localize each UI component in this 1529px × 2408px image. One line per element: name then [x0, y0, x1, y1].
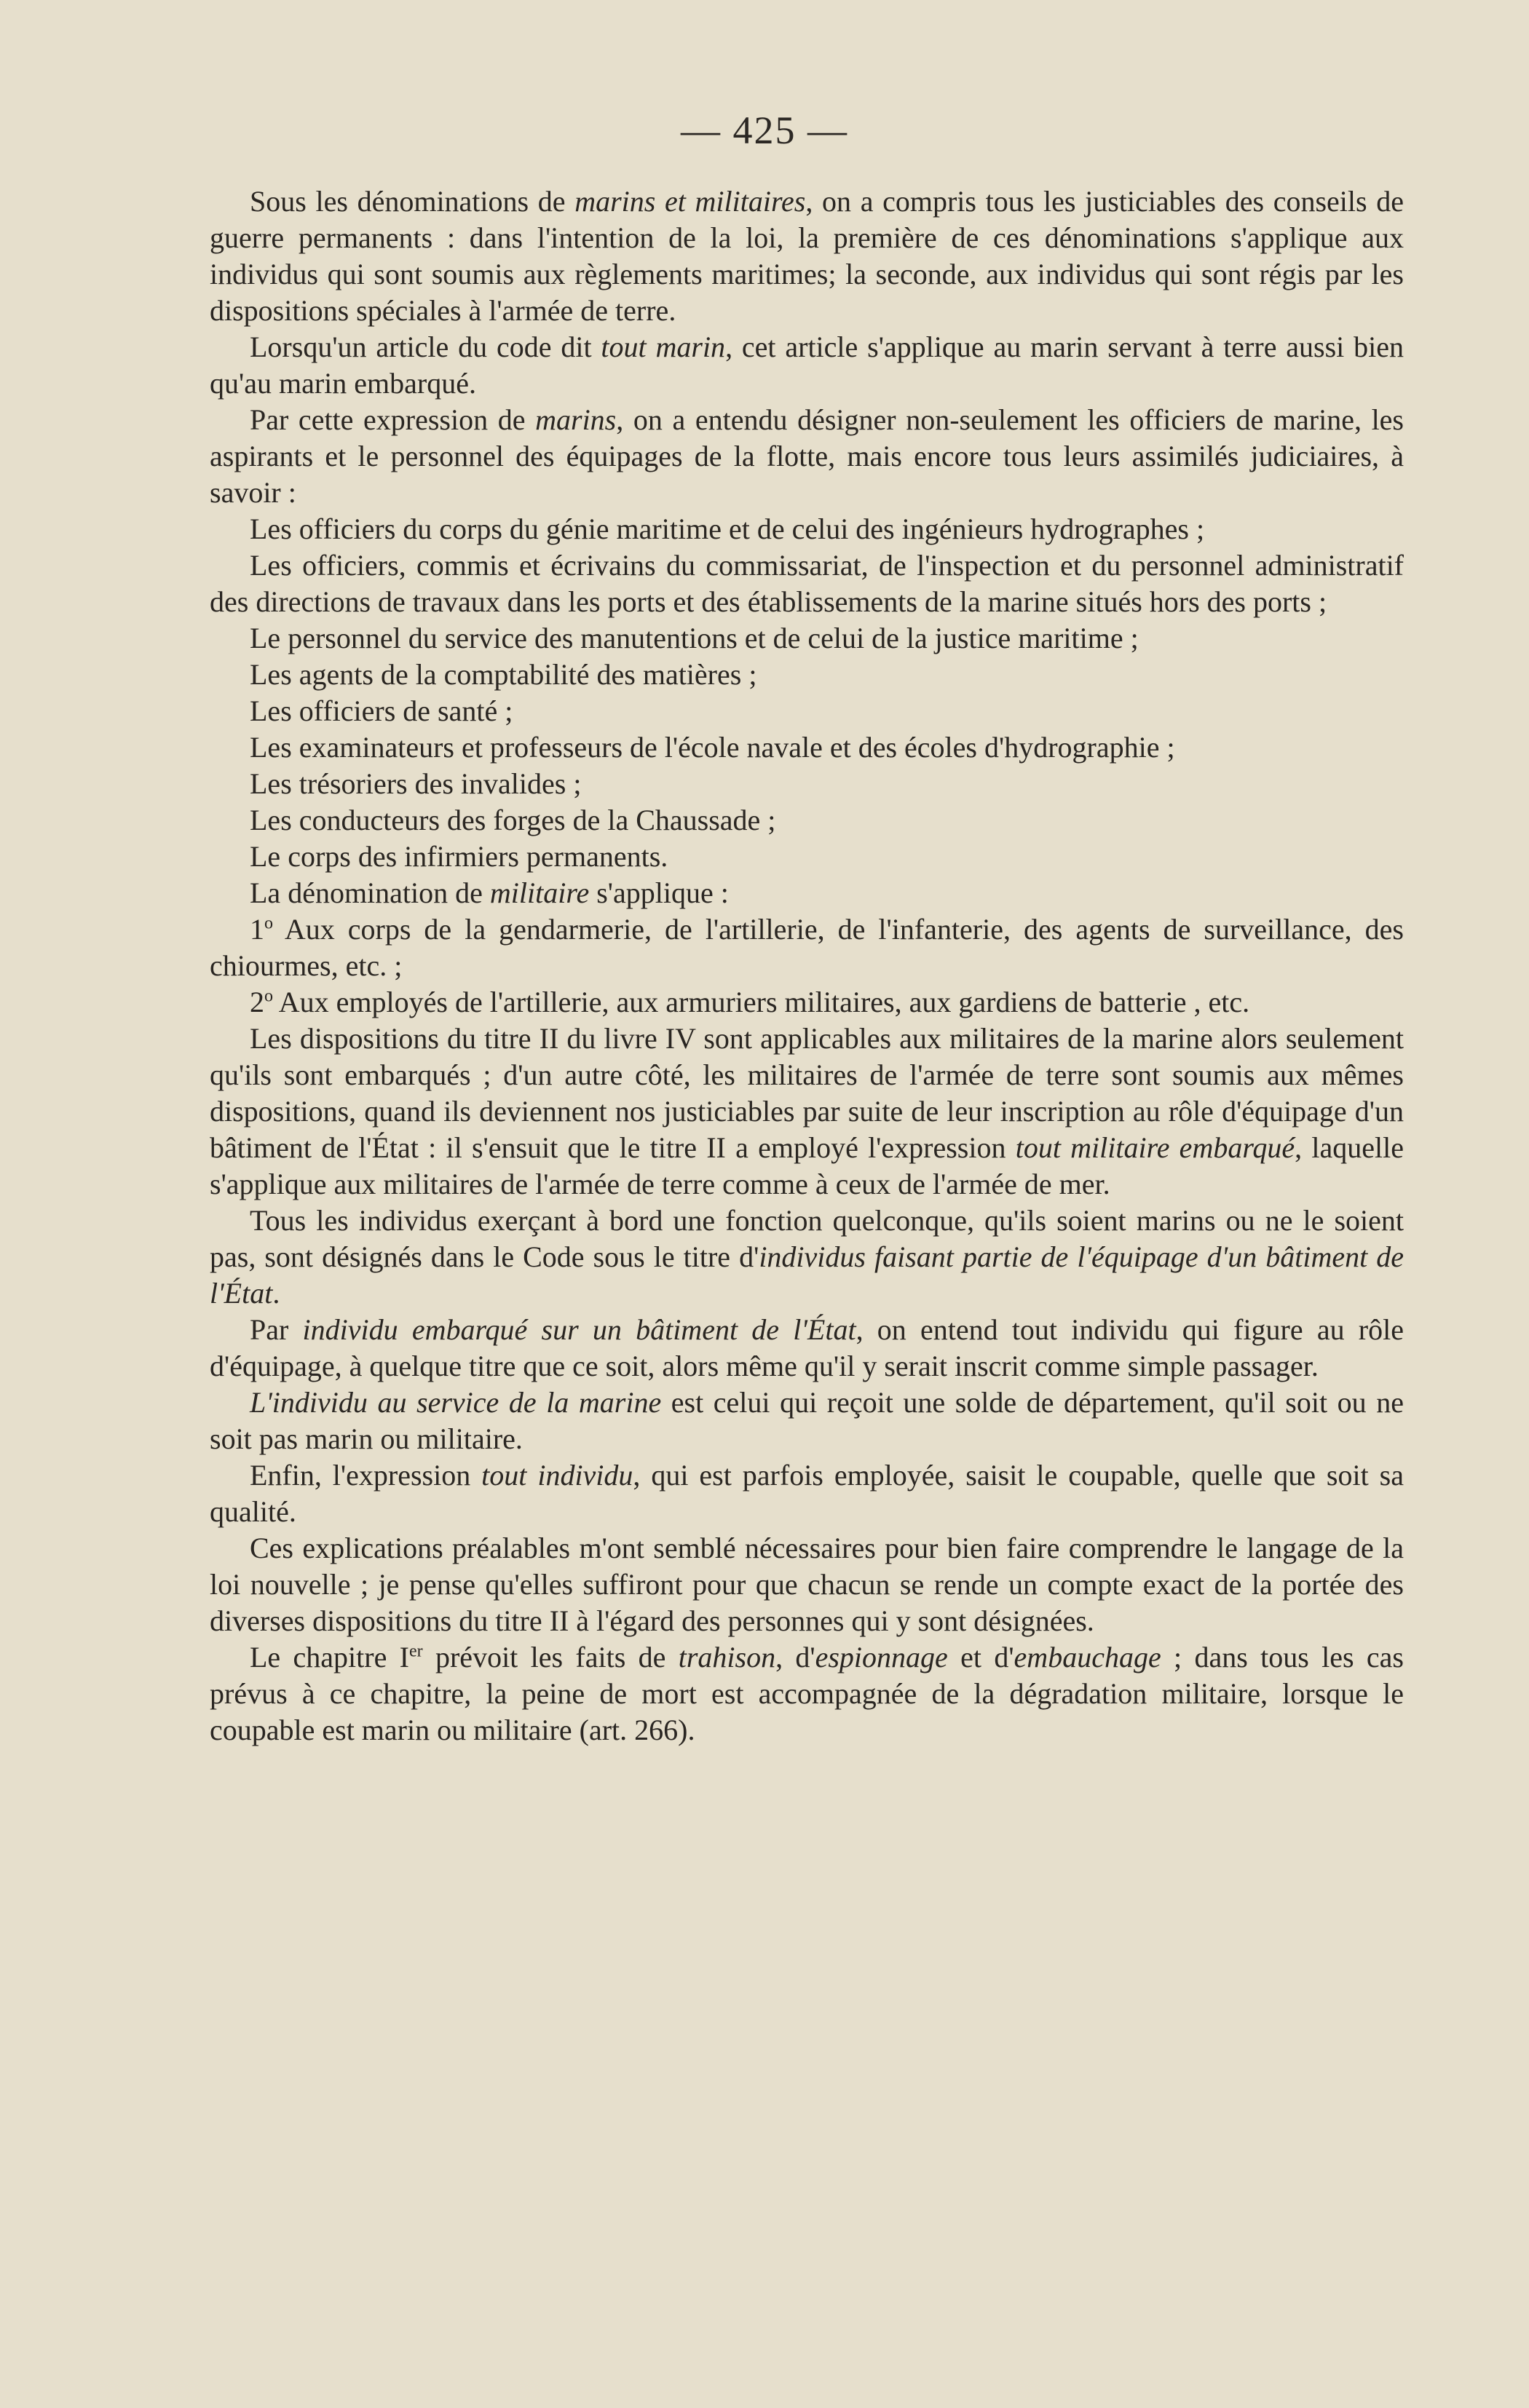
text-run: Les officiers de santé ; — [250, 694, 513, 727]
italic-run: tout marin — [601, 330, 726, 363]
text-run: Les dispositions du titre II du livre IV sont applicables aux militaires de la marine alors seulement qu'ils sont embarqués ; d'un autre côté, les militaires de l'armée de terre sont soumis aux mêmes dispositions, quand ils deviennent nos justiciables par suite de leur inscription au rôle d'équipage d'un bâtiment de l'État : il s'ensuit que le titre II a employé l'expression — [210, 1022, 1404, 1164]
superscript: o — [264, 986, 273, 1006]
superscript: er — [409, 1641, 423, 1661]
paragraph-p18 — [210, 1312, 1404, 1385]
text-run: , d' — [775, 1641, 815, 1674]
paragraph-p1 — [210, 183, 1404, 329]
italic-run: individus faisant partie de l'équipage d'un bâtiment de l'État — [210, 1240, 1404, 1310]
paragraph-p19 — [210, 1385, 1404, 1457]
paragraph-p17 — [210, 1203, 1404, 1312]
paragraph-p22 — [210, 1639, 1404, 1748]
text-run: Sous les dénominations de — [250, 185, 575, 218]
text-run: Les examinateurs et professeurs de l'école navale et des écoles d'hydrographie ; — [250, 731, 1175, 764]
text-run: Le corps des infirmiers permanents. — [250, 840, 668, 873]
paragraph-p5 — [210, 547, 1404, 620]
text-run: Les officiers, commis et écrivains du commissariat, de l'inspection et du personnel administratif des directions de travaux dans les ports et des établissements de la marine situés hors des ports ; — [210, 549, 1404, 618]
paragraph-p12 — [210, 839, 1404, 875]
body-text — [210, 183, 1404, 1748]
text-run: Aux corps de la gendarmerie, de l'artillerie, de l'infanterie, des agents de surveillance, des chiourmes, etc. ; — [210, 913, 1404, 982]
text-run: , on a entendu désigner non-seulement les officiers de marine, les aspirants et le personnel des équipages de la flotte, mais encore tous leurs assimilés judiciaires, à savoir : — [210, 403, 1404, 509]
superscript: o — [264, 914, 273, 933]
text-run: prévoit les faits de — [422, 1641, 679, 1674]
paragraph-p13 — [210, 875, 1404, 911]
text-run: La dénomination de — [250, 876, 490, 909]
italic-run: individu embarqué sur un bâtiment de l'État — [302, 1313, 856, 1346]
text-run: Aux employés de l'artillerie, aux armuriers militaires, aux gardiens de batterie , etc. — [273, 986, 1250, 1018]
text-run: . — [272, 1277, 280, 1310]
italic-run: marins — [535, 403, 617, 436]
paragraph-p8 — [210, 693, 1404, 729]
text-run: Lorsqu'un article du code dit — [250, 330, 601, 363]
text-run: , on a compris tous les justiciables des conseils de guerre permanents : dans l'intention de la loi, la première de ces dénominations s'applique aux individus qui sont soumis aux règlements maritimes; la seconde, aux individus qui sont régis par les dispositions spéciales à l'armée de terre. — [210, 185, 1404, 327]
italic-run: trahison — [678, 1641, 776, 1674]
paragraph-p16 — [210, 1021, 1404, 1203]
text-run: Les officiers du corps du génie maritime et de celui des ingénieurs hydrographes ; — [250, 512, 1205, 545]
text-run: 2 — [250, 986, 264, 1018]
text-run: Par cette expression de — [250, 403, 536, 436]
italic-run: tout militaire embarqué — [1015, 1131, 1295, 1164]
paragraph-p6 — [210, 620, 1404, 657]
text-run: , laquelle s'applique aux militaires de l'armée de terre comme à ceux de l'armée de mer. — [210, 1131, 1404, 1200]
paragraph-p3 — [210, 402, 1404, 511]
text-run: Tous les individus exerçant à bord une fonction quelconque, qu'ils soient marins ou ne le soient pas, sont désignés dans le Code sous le titre d' — [210, 1204, 1404, 1273]
paragraph-p15 — [210, 984, 1404, 1021]
italic-run: tout individu — [481, 1459, 633, 1492]
text-run: , cet article s'applique au marin servant à terre aussi bien qu'au marin embarqué. — [210, 330, 1404, 400]
text-run: Le personnel du service des manutentions et de celui de la justice maritime ; — [250, 622, 1139, 654]
paragraph-p9 — [210, 729, 1404, 766]
italic-run: L'individu au service de la marine — [250, 1386, 662, 1419]
italic-run: embauchage — [1014, 1641, 1161, 1674]
italic-run: marins et militaires — [574, 185, 806, 218]
paragraph-p7 — [210, 657, 1404, 693]
text-run: Enfin, l'expression — [250, 1459, 482, 1492]
text-run: et d' — [947, 1641, 1014, 1674]
text-run: Ces explications préalables m'ont semblé nécessaires pour bien faire comprendre le langage de la loi nouvelle ; je pense qu'elles suffiront pour que chacun se rende un compte exact de la portée des diverses dispositions du titre II à l'égard des personnes qui y sont désignées. — [210, 1532, 1404, 1637]
text-run: Les conducteurs des forges de la Chaussade ; — [250, 804, 776, 836]
text-run: ; dans tous les cas prévus à ce chapitre, la peine de mort est accompagnée de la dégradation militaire, lorsque le coupable est marin ou militaire (art. 266). — [210, 1641, 1404, 1746]
paragraph-p21 — [210, 1530, 1404, 1639]
paragraph-p4 — [210, 511, 1404, 547]
text-run: 1 — [250, 913, 264, 946]
text-run: Les trésoriers des invalides ; — [250, 767, 582, 800]
text-run: Les agents de la comptabilité des matières ; — [250, 658, 757, 691]
page-number: — 425 — — [681, 108, 848, 152]
paragraph-p2 — [210, 329, 1404, 402]
italic-run: espionnage — [815, 1641, 948, 1674]
paragraph-p10 — [210, 766, 1404, 802]
text-run: Par — [250, 1313, 303, 1346]
text-run: est celui qui reçoit une solde de département, qu'il soit ou ne soit pas marin ou militaire. — [210, 1386, 1404, 1455]
paragraph-p14 — [210, 911, 1404, 984]
paragraph-p11 — [210, 802, 1404, 839]
text-run: , qui est parfois employée, saisit le coupable, quelle que soit sa qualité. — [210, 1459, 1404, 1528]
italic-run: militaire — [489, 876, 590, 909]
text-run: Le chapitre I — [250, 1641, 409, 1674]
text-run: , on entend tout individu qui figure au rôle d'équipage, à quelque titre que ce soit, alors même qu'il y serait inscrit comme simple passager. — [210, 1313, 1404, 1382]
paragraph-p20 — [210, 1457, 1404, 1530]
text-run: s'applique : — [589, 876, 729, 909]
